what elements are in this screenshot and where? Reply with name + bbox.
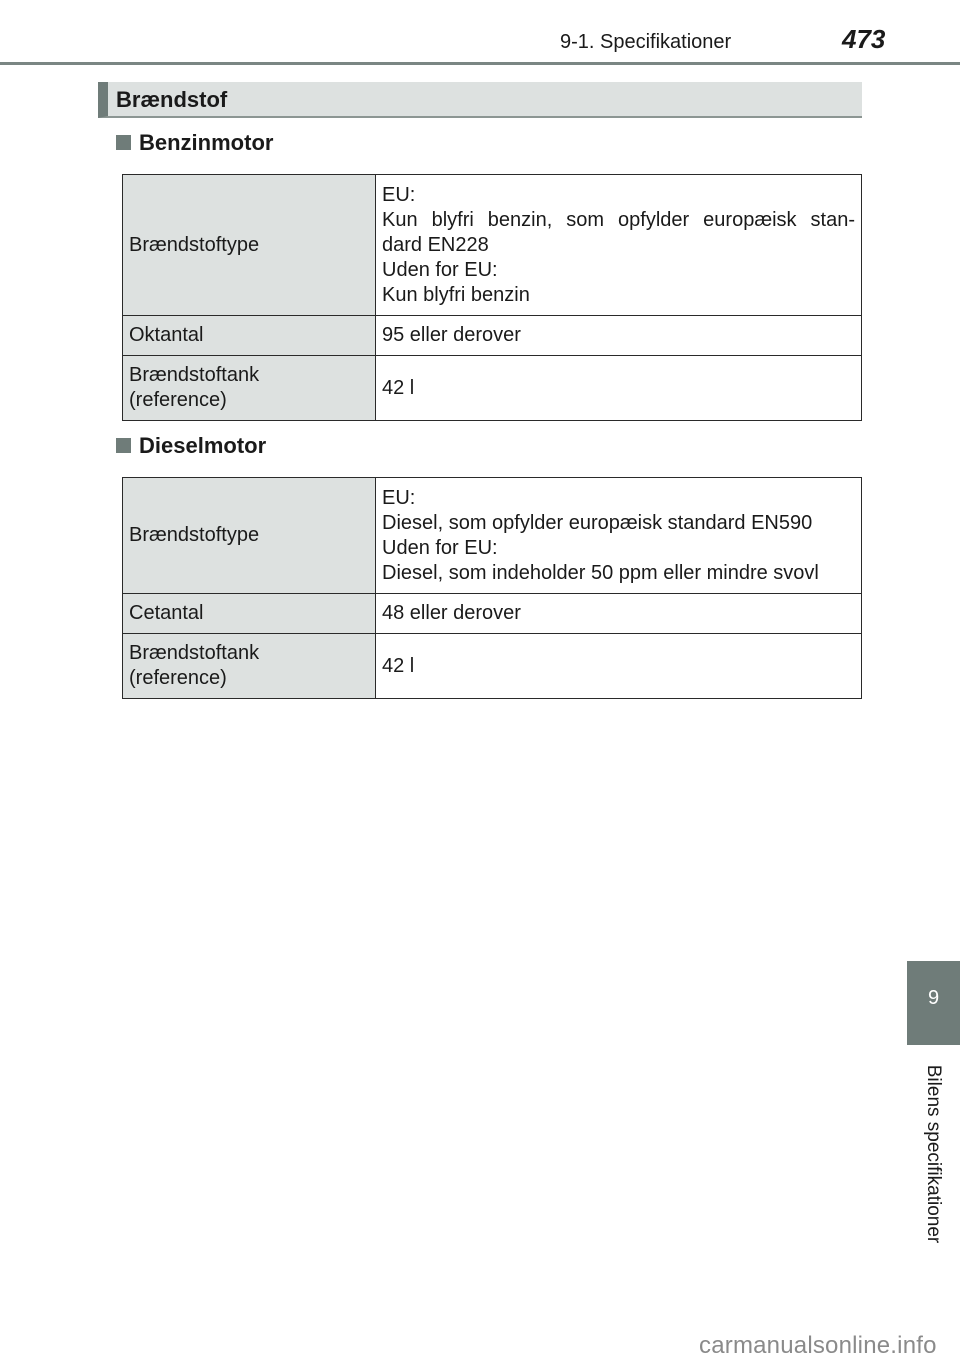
table-row	[123, 594, 862, 634]
table-label-cell: Cetantal	[123, 594, 376, 634]
table-label-cell: Brændstoftype	[123, 175, 376, 316]
chapter-tab	[907, 961, 960, 1045]
value-line: EU:	[382, 183, 416, 206]
value-line: Kun blyfri benzin, som opfylder europæisk stan-	[382, 208, 855, 231]
square-bullet-icon	[116, 438, 131, 453]
page-number: 473	[842, 24, 886, 54]
label-line: (reference)	[129, 389, 227, 411]
chapter-title-vertical: Bilens specifikationer	[923, 1064, 944, 1244]
table-row	[123, 316, 862, 356]
header-section-title: 9-1. Specifikationer	[560, 31, 732, 53]
watermark: carmanualsonline.info	[699, 1332, 937, 1359]
label-line: (reference)	[129, 667, 227, 689]
label-line: Brændstoftank	[129, 642, 260, 664]
petrol-subheading-text: Benzinmotor	[139, 130, 274, 155]
table-value-cell: 95 eller derover	[376, 316, 862, 356]
section-heading-text: Brændstof	[116, 87, 228, 112]
diesel-subheading	[116, 433, 266, 459]
value-line: dard EN228	[382, 233, 489, 256]
label-line: Brændstoftank	[129, 364, 260, 386]
table-value-cell: 48 eller derover	[376, 594, 862, 634]
value-line: Kun blyfri benzin	[382, 283, 530, 306]
table-row	[123, 478, 862, 594]
table-value-cell: 42 l	[376, 356, 862, 421]
value-line: Uden for EU:	[382, 258, 498, 281]
table-row	[123, 634, 862, 699]
table-label-cell: Oktantal	[123, 316, 376, 356]
value-line: Diesel, som indeholder 50 ppm eller mindre svovl	[382, 561, 819, 584]
value-line: Uden for EU:	[382, 536, 498, 559]
square-bullet-icon	[116, 135, 131, 150]
chapter-number: 9	[927, 987, 940, 1009]
value-line: Diesel, som opfylder europæisk standard EN590	[382, 511, 813, 534]
table-label-cell	[123, 634, 376, 699]
table-row	[123, 175, 862, 316]
value-line: EU:	[382, 486, 416, 509]
header-divider	[0, 62, 960, 65]
table-row	[123, 356, 862, 421]
petrol-subheading	[116, 130, 273, 156]
table-label-cell: Brændstoftype	[123, 478, 376, 594]
section-heading	[98, 82, 862, 118]
page-header	[0, 0, 960, 64]
table-value-cell	[376, 175, 862, 316]
diesel-subheading-text: Dieselmotor	[139, 433, 267, 458]
table-value-cell: 42 l	[376, 634, 862, 699]
diesel-spec-table	[122, 477, 862, 699]
petrol-spec-table	[122, 174, 862, 421]
table-value-cell	[376, 478, 862, 594]
table-label-cell	[123, 356, 376, 421]
